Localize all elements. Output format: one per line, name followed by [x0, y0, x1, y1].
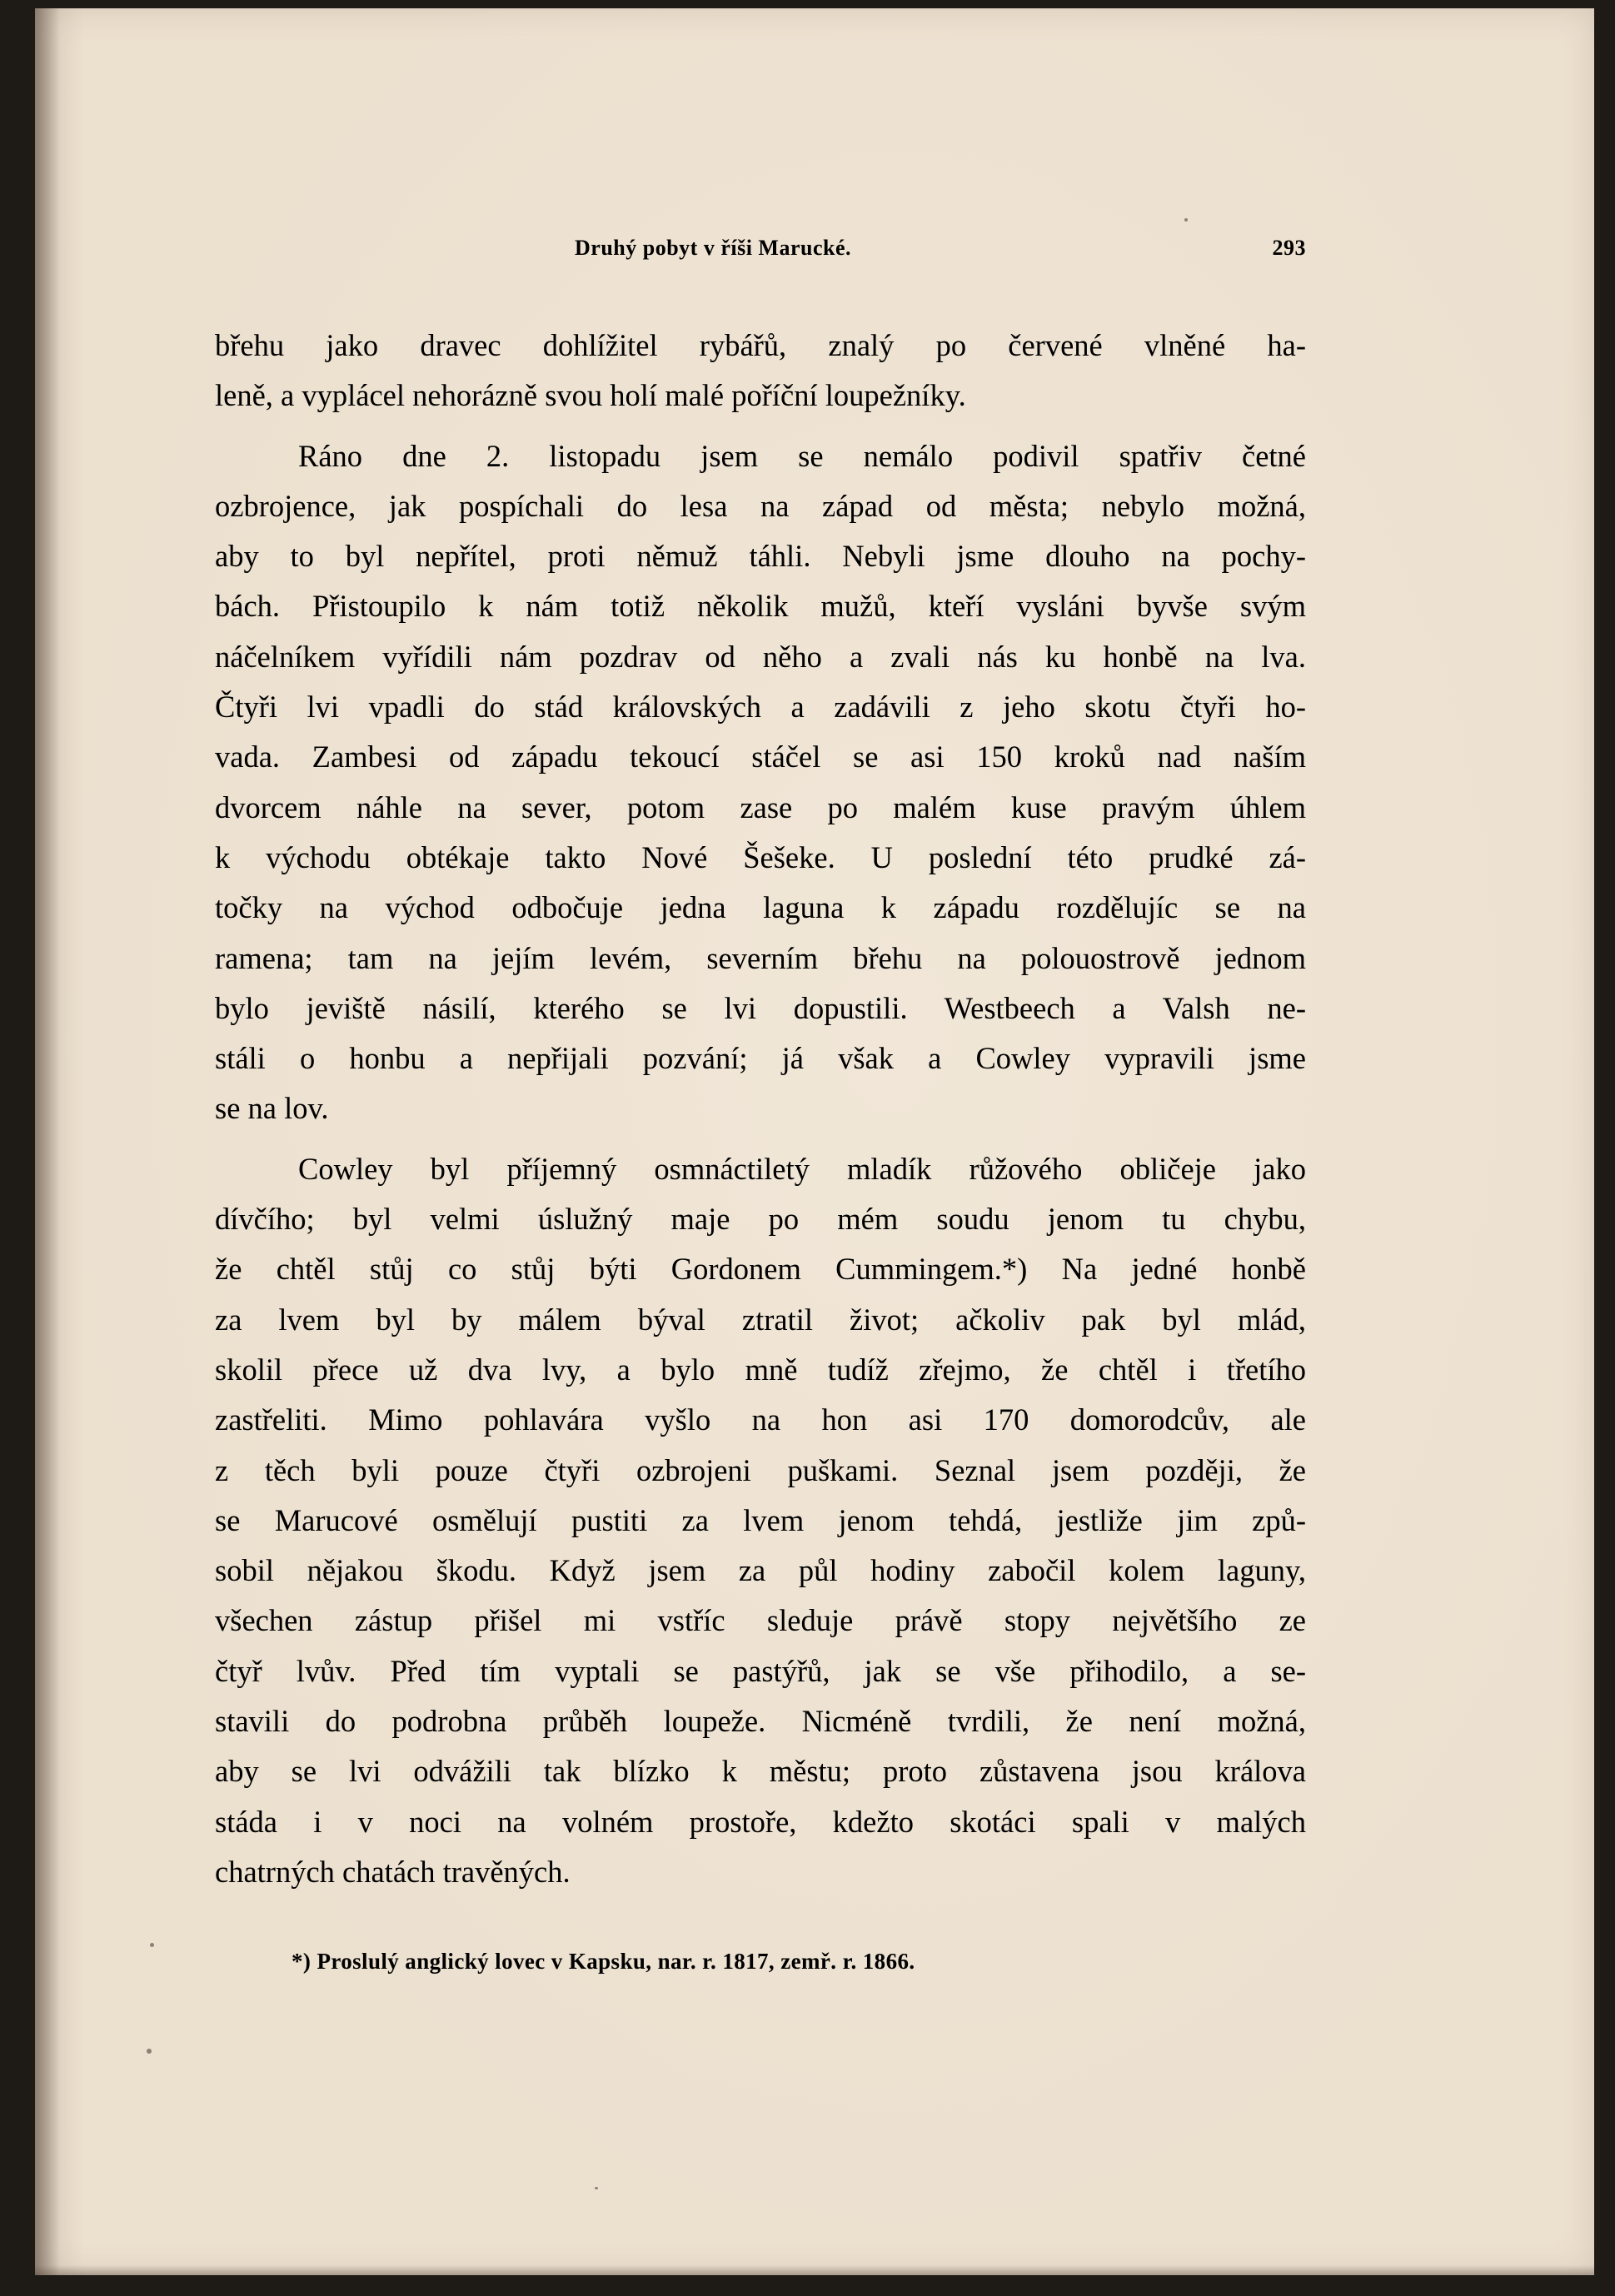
text-line: stáda i v noci na volném prostoře, kdežto skotáci spali v malých: [215, 1804, 1306, 1839]
text-line: čtyř lvův. Před tím vyptali se pastýřů, jak se vše přihodilo, a se-: [215, 1653, 1306, 1688]
page-bottom-edge: [35, 2265, 1594, 2275]
text-line: se Marucové osmělují pustiti za lvem jenom tehdá, jestliže jim způ-: [215, 1502, 1306, 1537]
text-line: za lvem byl by málem býval ztratil život; ačkoliv pak byl mlád,: [215, 1302, 1306, 1337]
text-line: břehu jako dravec dohlížitel rybářů, znalý po červené vlněné ha-: [215, 328, 1306, 362]
text-line: náčelníkem vyřídili nám pozdrav od něho a zvali nás ku honbě na lva.: [215, 639, 1306, 674]
text-line: k východu obtékaje takto Nové Šešeke. U poslední této prudké zá-: [215, 839, 1306, 874]
footnote: *) Proslulý anglický lovec v Kapsku, nar. r. 1817, zemř. r. 1866.: [292, 1949, 915, 1974]
text-line: dívčího; byl velmi úslužný maje po mém soudu jenom tu chybu,: [215, 1202, 1306, 1237]
text-line: stavili do podrobna průběh loupeže. Nicméně tvrdili, že není možná,: [215, 1704, 1306, 1739]
body-text: [215, 321, 1306, 1897]
text-line: skolil přece už dva lvy, a bylo mně tudíž zřejmo, že chtěl i třetího: [215, 1352, 1306, 1387]
text-line: aby se lvi odvážili tak blízko k městu; proto zůstavena jsou králova: [215, 1754, 1306, 1789]
text-line: Ráno dne 2. listopadu jsem se nemálo podivil spatřiv četné: [298, 438, 1306, 473]
text-line: že chtěl stůj co stůj býti Gordonem Cummingem.*) Na jedné honbě: [215, 1252, 1306, 1287]
scan-speck: [150, 1943, 154, 1947]
text-line: Čtyři lvi vpadli do stád královských a zadávili z jeho skotu čtyři ho-: [215, 690, 1306, 725]
scan-speck: [147, 2049, 152, 2054]
scan-speck: [595, 2187, 598, 2189]
text-line: se na lov.: [215, 1091, 329, 1126]
text-line: točky na východ odbočuje jedna laguna k západu rozdělujíc se na: [215, 890, 1306, 925]
text-line: ramena; tam na jejím levém, severním břehu na polouostrově jednom: [215, 940, 1306, 975]
text-line: chatrných chatách travěných.: [215, 1854, 571, 1889]
text-line: leně, a vyplácel nehorázně svou holí malé poříční loupežníky.: [215, 378, 966, 413]
text-line: bylo jeviště násilí, kterého se lvi dopustili. Westbeech a Valsh ne-: [215, 990, 1306, 1025]
text-line: bách. Přistoupilo k nám totiž několik mužů, kteří vysláni byvše svým: [215, 589, 1306, 624]
page-number: 293: [1272, 236, 1306, 260]
scan-speck: [1184, 218, 1188, 222]
text-line: dvorcem náhle na sever, potom zase po malém kuse pravým úhlem: [215, 789, 1306, 824]
text-line: vada. Zambesi od západu tekoucí stáčel se asi 150 kroků nad naším: [215, 740, 1306, 774]
text-line: aby to byl nepřítel, proti němuž táhli. Nebyli jsme dlouho na pochy-: [215, 539, 1306, 574]
page-spine-shadow: [35, 8, 60, 2275]
text-line: z těch byli pouze čtyři ozbrojeni puškami. Seznal jsem později, že: [215, 1452, 1306, 1487]
text-line: Cowley byl příjemný osmnáctiletý mladík růžového obličeje jako: [298, 1151, 1306, 1186]
text-line: ozbrojence, jak pospíchali do lesa na západ od města; nebylo možná,: [215, 488, 1306, 523]
page-header: [215, 236, 1306, 269]
running-title: Druhý pobyt v říši Marucké.: [575, 236, 851, 260]
text-line: sobil nějakou škodu. Když jsem za půl hodiny zabočil kolem laguny,: [215, 1553, 1306, 1588]
text-line: stáli o honbu a nepřijali pozvání; já však a Cowley vypravili jsme: [215, 1041, 1306, 1076]
text-line: všechen zástup přišel mi vstříc sleduje právě stopy největšího ze: [215, 1603, 1306, 1638]
text-line: zastřeliti. Mimo pohlavára vyšlo na hon asi 170 domorodcův, ale: [215, 1402, 1306, 1437]
